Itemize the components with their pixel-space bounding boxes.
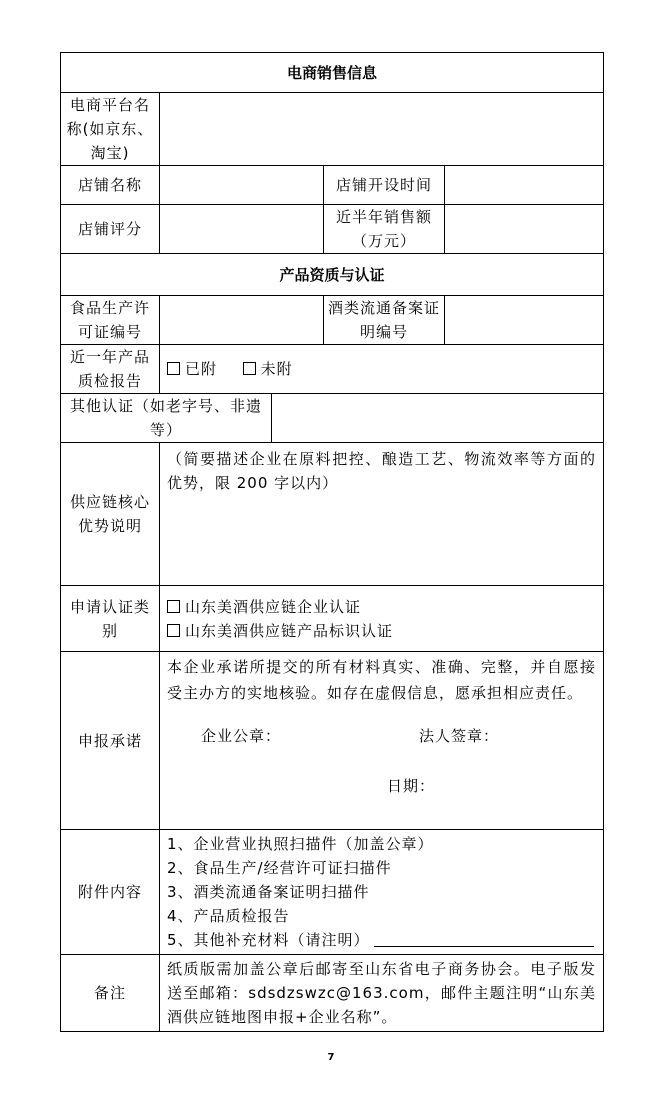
attachment-item-other: [167, 928, 596, 952]
other-materials-input[interactable]: [374, 932, 594, 947]
liquor-record-label: 酒类流通备案证明编号: [324, 296, 445, 345]
attached-option-label: 已附: [185, 360, 218, 378]
supply-chain-input[interactable]: [160, 443, 604, 586]
store-name-input[interactable]: [160, 166, 324, 205]
seal-signature-line: [167, 724, 596, 748]
checkbox-icon: [243, 362, 256, 375]
declaration-row: [61, 652, 604, 830]
quality-report-row: [61, 345, 604, 394]
remarks-row: [61, 955, 604, 1032]
store-name-label: 店铺名称: [61, 166, 160, 205]
store-rating-row: [61, 205, 604, 254]
qualification-section-title: 产品资质与认证: [61, 254, 604, 296]
quality-report-options: [160, 345, 604, 394]
attachment-item: 5、其他补充材料（请注明）: [167, 931, 370, 949]
attachment-item: 2、食品生产/经营许可证扫描件: [167, 859, 392, 877]
declaration-text: 本企业承诺所提交的所有材料真实、准确、完整，并自愿接受主办方的实地核验。如存在虚假信息，愿承担相应责任。: [167, 658, 596, 702]
qualification-section-row: [61, 254, 604, 296]
other-cert-label: 其他认证（如老字号、非遗等）: [61, 394, 272, 443]
food-license-row: [61, 296, 604, 345]
enterprise-cert-checkbox[interactable]: [167, 595, 596, 619]
ecommerce-section-title: 电商销售信息: [61, 53, 604, 93]
application-form-table: [60, 52, 604, 1032]
product-cert-checkbox[interactable]: [167, 619, 596, 643]
application-label: 申请认证类别: [61, 586, 160, 652]
supply-chain-hint: （简要描述企业在原料把控、酿造工艺、物流效率等方面的优势，限 200 字以内）: [167, 450, 596, 492]
platform-input[interactable]: [160, 93, 604, 166]
not-attached-option-label: 未附: [260, 360, 293, 378]
attached-checkbox[interactable]: [167, 360, 217, 378]
date-label: 日期：: [387, 777, 436, 795]
checkbox-icon: [167, 624, 180, 637]
product-cert-label: 山东美酒供应链产品标识认证: [185, 621, 394, 640]
company-seal-label: 企业公章：: [201, 727, 282, 745]
platform-row: [61, 93, 604, 166]
attachments-label: 附件内容: [61, 830, 160, 955]
attachment-item: 4、产品质检报告: [167, 907, 290, 925]
store-name-row: [61, 166, 604, 205]
liquor-record-input[interactable]: [445, 296, 604, 345]
attachment-item: 3、酒类流通备案证明扫描件: [167, 883, 370, 901]
remarks-text: 纸质版需加盖公章后邮寄至山东省电子商务协会。电子版发送至邮箱：sdsdzswzc@163.com，邮件主题注明“山东美酒供应链地图申报+企业名称”。: [160, 955, 604, 1032]
remarks-label: 备注: [61, 955, 160, 1032]
declaration-content: [160, 652, 604, 830]
half-year-sales-input[interactable]: [445, 205, 604, 254]
legal-signature-label: 法人签章：: [419, 727, 500, 745]
page-number: 7: [327, 1052, 335, 1063]
supply-chain-label: 供应链核心优势说明: [61, 443, 160, 586]
checkbox-icon: [167, 362, 180, 375]
application-row: [61, 586, 604, 652]
other-cert-input[interactable]: [272, 394, 604, 443]
application-options: [160, 586, 604, 652]
ecommerce-section-row: [61, 53, 604, 93]
supply-chain-row: [61, 443, 604, 586]
half-year-sales-label: 近半年销售额（万元）: [324, 205, 445, 254]
quality-report-label: 近一年产品质检报告: [61, 345, 160, 394]
attachments-row: [61, 830, 604, 955]
declaration-label: 申报承诺: [61, 652, 160, 830]
platform-label: 电商平台名称(如京东、淘宝): [61, 93, 160, 166]
not-attached-checkbox[interactable]: [243, 360, 293, 378]
other-cert-row: [61, 394, 604, 443]
checkbox-icon: [167, 600, 180, 613]
attachments-list: [160, 830, 604, 955]
store-open-time-input[interactable]: [445, 166, 604, 205]
enterprise-cert-label: 山东美酒供应链企业认证: [185, 597, 362, 616]
store-rating-input[interactable]: [160, 205, 324, 254]
food-license-input[interactable]: [160, 296, 324, 345]
attachment-item: 1、企业营业执照扫描件（加盖公章）: [167, 835, 434, 853]
store-open-time-label: 店铺开设时间: [324, 166, 445, 205]
food-license-label: 食品生产许可证编号: [61, 296, 160, 345]
store-rating-label: 店铺评分: [61, 205, 160, 254]
